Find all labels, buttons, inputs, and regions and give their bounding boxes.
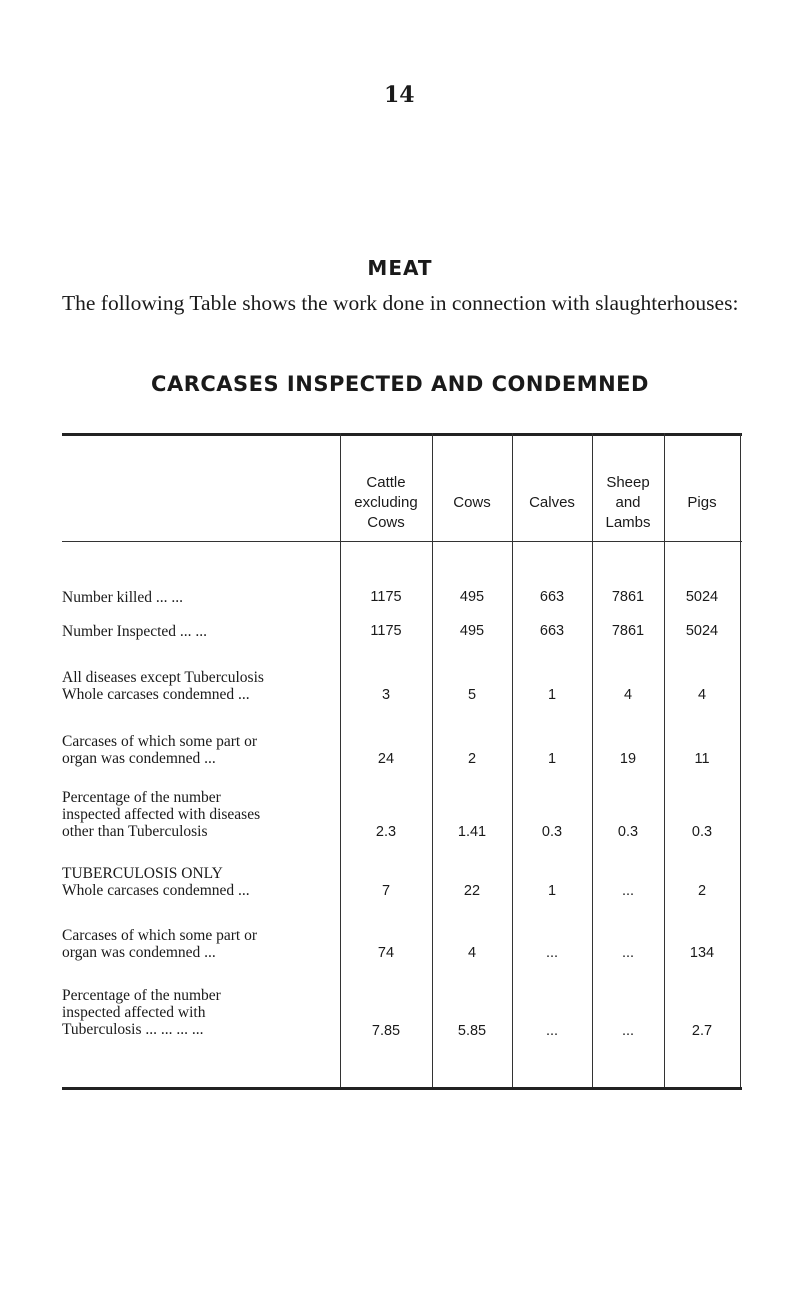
col-header-cows: Cows <box>453 494 491 511</box>
table-cell: 7 <box>381 883 391 899</box>
table-cell: 4 <box>697 687 707 703</box>
table-cell: 4 <box>467 945 477 961</box>
col-header-sheep: Sheep and Lambs <box>605 474 651 531</box>
row-label: Number Inspected ... ... <box>62 623 208 640</box>
table-cell: 0.3 <box>691 824 713 840</box>
table-cell: 7.85 <box>371 1023 401 1039</box>
carcases-table <box>62 433 742 1093</box>
table-cell: 11 <box>694 751 710 767</box>
row-label: Percentage of the number inspected affected with diseases other than Tuberculosis <box>62 789 261 840</box>
table-cell: 663 <box>539 623 565 639</box>
table-cell: 5 <box>467 687 477 703</box>
table-cell: 1.41 <box>457 824 487 840</box>
table-cell: 1175 <box>370 623 402 639</box>
table-cell: 134 <box>689 945 715 961</box>
table-cell: 1175 <box>370 589 402 605</box>
table-cell: 2.7 <box>691 1023 713 1039</box>
table-cell: ... <box>545 945 559 961</box>
row-label: Number killed ... ... <box>62 589 183 606</box>
page-number: 14 <box>384 82 415 108</box>
table-bottom-rule <box>62 1087 742 1090</box>
table-cell: 2 <box>697 883 707 899</box>
row-label: All diseases except Tuberculosis Whole carcases condemned ... <box>62 669 264 703</box>
table-cell: ... <box>621 945 635 961</box>
table-cell: 2 <box>467 751 477 767</box>
table-cell: 1 <box>547 687 557 703</box>
table-cell: 495 <box>459 589 485 605</box>
table-title: CARCASES INSPECTED AND CONDEMNED <box>151 372 649 396</box>
table-cell: 3 <box>381 687 391 703</box>
table-cell: 663 <box>539 589 565 605</box>
table-cell: 1 <box>547 883 557 899</box>
table-cell: 2.3 <box>375 824 397 840</box>
table-cell: 4 <box>623 687 633 703</box>
row-label: Carcases of which some part or organ was condemned ... <box>62 733 257 767</box>
table-cell: 5024 <box>685 623 719 639</box>
col-header-cattle: Cattle excluding Cows <box>354 474 418 531</box>
intro-paragraph: The following Table shows the work done in connection with slaughterhouses: <box>62 291 739 315</box>
table-cell: 7861 <box>611 589 645 605</box>
table-cell: 0.3 <box>617 824 639 840</box>
row-label: TUBERCULOSIS ONLY Whole carcases condemned ... <box>62 865 250 899</box>
table-cell: ... <box>621 883 635 899</box>
column-divider <box>740 433 741 1087</box>
col-header-calves: Calves <box>529 494 575 511</box>
table-cell: 0.3 <box>541 824 563 840</box>
section-heading: MEAT <box>367 256 433 280</box>
table-cell: 5.85 <box>457 1023 487 1039</box>
table-cell: 19 <box>619 751 637 767</box>
table-cell: 5024 <box>685 589 719 605</box>
row-label: Carcases of which some part or organ was condemned ... <box>62 927 257 961</box>
header-rule <box>62 541 742 542</box>
table-cell: 24 <box>377 751 395 767</box>
col-header-pigs: Pigs <box>687 494 717 511</box>
table-cell: 22 <box>463 883 481 899</box>
table-cell: 1 <box>547 751 557 767</box>
table-cell: ... <box>545 1023 559 1039</box>
row-label: Percentage of the number inspected affected with Tuberculosis ... ... ... ... <box>62 987 221 1038</box>
table-cell: 495 <box>459 623 485 639</box>
table-top-rule <box>62 433 742 436</box>
table-cell: ... <box>621 1023 635 1039</box>
table-cell: 7861 <box>611 623 645 639</box>
table-cell: 74 <box>377 945 395 961</box>
